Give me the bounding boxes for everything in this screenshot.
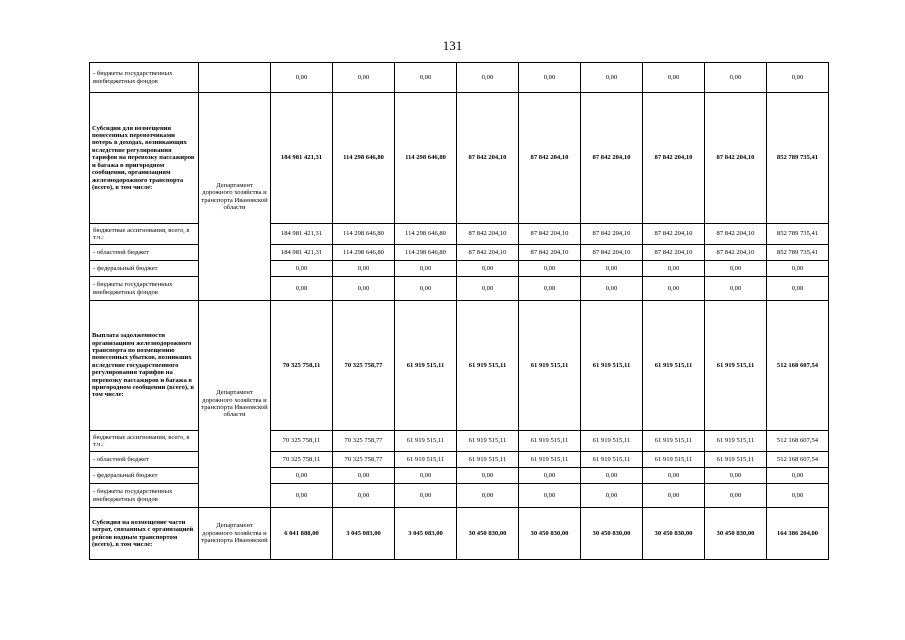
value-cell: 61 919 515,11	[581, 301, 643, 431]
value-cell: 184 981 421,31	[271, 224, 333, 245]
row-label: - федеральный бюджет	[90, 468, 199, 484]
value-cell: 87 842 204,10	[519, 245, 581, 261]
page-number: 131	[442, 38, 463, 53]
row-label: Выплата задолженности организациям железнодорожного транспорта по возмещению понесенных убытков, возникших вследствие государственного регулирования тарифов на перевозку пассажиров и багажа в пригородном сообщении (всего), в том числе:	[90, 301, 199, 431]
value-cell: 0,00	[767, 484, 829, 508]
department-cell-empty	[199, 63, 271, 93]
value-cell: 70 325 758,11	[271, 301, 333, 431]
value-cell: 0,00	[271, 261, 333, 277]
row-label: - областной бюджет	[90, 245, 199, 261]
value-cell: 114 298 646,80	[333, 224, 395, 245]
value-cell: 0,00	[705, 484, 767, 508]
value-cell: 0,00	[457, 484, 519, 508]
value-cell: 70 325 758,11	[271, 431, 333, 452]
value-cell: 61 919 515,11	[395, 301, 457, 431]
value-cell: 87 842 204,10	[457, 224, 519, 245]
value-cell: 0,00	[457, 468, 519, 484]
value-cell: 184 981 421,31	[271, 245, 333, 261]
value-cell: 61 919 515,11	[457, 452, 519, 468]
value-cell: 0,00	[395, 63, 457, 93]
value-cell: 87 842 204,10	[457, 245, 519, 261]
value-cell: 852 789 735,41	[767, 245, 829, 261]
value-cell: 0,00	[705, 261, 767, 277]
value-cell: 114 298 646,80	[395, 224, 457, 245]
value-cell: 61 919 515,11	[395, 431, 457, 452]
value-cell: 0,00	[705, 277, 767, 301]
value-cell: 0,00	[581, 63, 643, 93]
value-cell: 61 919 515,11	[519, 452, 581, 468]
value-cell: 87 842 204,10	[457, 93, 519, 224]
value-cell: 3 045 083,00	[333, 508, 395, 560]
value-cell: 512 168 607,54	[767, 301, 829, 431]
table-row	[90, 508, 829, 560]
value-cell: 61 919 515,11	[581, 431, 643, 452]
value-cell: 0,00	[333, 63, 395, 93]
value-cell: 0,00	[395, 277, 457, 301]
value-cell: 6 041 888,00	[271, 508, 333, 560]
value-cell: 30 450 830,00	[457, 508, 519, 560]
value-cell: 87 842 204,10	[643, 93, 705, 224]
value-cell: 0,00	[581, 484, 643, 508]
value-cell: 0,00	[457, 63, 519, 93]
value-cell: 70 325 758,77	[333, 452, 395, 468]
value-cell: 0,00	[643, 63, 705, 93]
value-cell: 852 789 735,41	[767, 224, 829, 245]
value-cell: 87 842 204,10	[581, 245, 643, 261]
value-cell: 0,00	[767, 63, 829, 93]
value-cell: 0,00	[271, 277, 333, 301]
department-cell: Департамент дорожного хозяйства и транспорта Ивановской	[199, 508, 271, 560]
value-cell: 0,00	[333, 484, 395, 508]
value-cell: 0,00	[519, 484, 581, 508]
value-cell: 0,00	[767, 261, 829, 277]
value-cell: 184 981 421,31	[271, 93, 333, 224]
value-cell: 61 919 515,11	[643, 301, 705, 431]
value-cell: 87 842 204,10	[705, 224, 767, 245]
value-cell: 61 919 515,11	[457, 301, 519, 431]
value-cell: 512 168 607,54	[767, 452, 829, 468]
value-cell: 0,00	[519, 63, 581, 93]
value-cell: 87 842 204,10	[581, 224, 643, 245]
value-cell: 0,00	[271, 468, 333, 484]
row-label: - бюджеты государственных внебюджетных фондов	[90, 484, 199, 508]
value-cell: 70 325 758,11	[271, 452, 333, 468]
value-cell: 0,00	[519, 277, 581, 301]
row-label: - федеральный бюджет	[90, 261, 199, 277]
row-label: бюджетные ассигнования, всего, в т.ч.:	[90, 431, 199, 452]
value-cell: 0,00	[581, 468, 643, 484]
value-cell: 0,00	[271, 63, 333, 93]
budget-table	[89, 62, 829, 560]
value-cell: 61 919 515,11	[581, 452, 643, 468]
value-cell: 87 842 204,10	[643, 224, 705, 245]
value-cell: 0,00	[767, 468, 829, 484]
value-cell: 87 842 204,10	[705, 245, 767, 261]
value-cell: 87 842 204,10	[519, 93, 581, 224]
value-cell: 0,00	[581, 277, 643, 301]
value-cell: 70 325 758,77	[333, 431, 395, 452]
value-cell: 61 919 515,11	[457, 431, 519, 452]
value-cell: 61 919 515,11	[643, 452, 705, 468]
value-cell: 0,00	[333, 468, 395, 484]
department-cell: Департамент дорожного хозяйства и транспорта Ивановской области	[199, 93, 271, 301]
value-cell: 164 386 204,00	[767, 508, 829, 560]
value-cell: 3 045 083,00	[395, 508, 457, 560]
value-cell: 0,00	[519, 261, 581, 277]
value-cell: 0,00	[705, 468, 767, 484]
value-cell: 0,00	[457, 261, 519, 277]
value-cell: 61 919 515,11	[519, 431, 581, 452]
row-label: - бюджеты государственных внебюджетных фондов	[90, 277, 199, 301]
value-cell: 87 842 204,10	[705, 93, 767, 224]
value-cell: 0,00	[395, 484, 457, 508]
table-row	[90, 301, 829, 431]
value-cell: 0,00	[333, 261, 395, 277]
value-cell: 0,00	[457, 277, 519, 301]
value-cell: 30 450 830,00	[705, 508, 767, 560]
value-cell: 0,00	[643, 261, 705, 277]
value-cell: 0,00	[519, 468, 581, 484]
value-cell: 114 298 646,80	[395, 93, 457, 224]
row-label: Субсидии для возмещения понесенных перевозчиками потерь в доходах, возникающих вследствие регулирования тарифов на перевозку пассажиров и багажа в пригородном сообщении, организациям железнодорожного транспорта (всего), в том числе:	[90, 93, 199, 224]
row-label: бюджетные ассигнования, всего, в т.ч.:	[90, 224, 199, 245]
table-row	[90, 63, 829, 93]
table-row	[90, 93, 829, 224]
value-cell: 30 450 830,00	[519, 508, 581, 560]
value-cell: 852 789 735,41	[767, 93, 829, 224]
value-cell: 114 298 646,80	[333, 245, 395, 261]
value-cell: 30 450 830,00	[643, 508, 705, 560]
value-cell: 61 919 515,11	[643, 431, 705, 452]
value-cell: 30 450 830,00	[581, 508, 643, 560]
value-cell: 61 919 515,11	[705, 452, 767, 468]
value-cell: 61 919 515,11	[705, 431, 767, 452]
row-label: - областной бюджет	[90, 452, 199, 468]
value-cell: 87 842 204,10	[581, 93, 643, 224]
value-cell: 61 919 515,11	[395, 452, 457, 468]
value-cell: 114 298 646,80	[395, 245, 457, 261]
value-cell: 0,00	[643, 468, 705, 484]
value-cell: 0,00	[643, 484, 705, 508]
value-cell: 61 919 515,11	[705, 301, 767, 431]
value-cell: 114 298 646,80	[333, 93, 395, 224]
value-cell: 0,00	[767, 277, 829, 301]
value-cell: 0,00	[581, 261, 643, 277]
value-cell: 87 842 204,10	[519, 224, 581, 245]
value-cell: 87 842 204,10	[643, 245, 705, 261]
department-cell: Департамент дорожного хозяйства и транспорта Ивановской области	[199, 301, 271, 508]
value-cell: 0,00	[643, 277, 705, 301]
value-cell: 0,00	[705, 63, 767, 93]
value-cell: 0,00	[395, 468, 457, 484]
value-cell: 0,00	[395, 261, 457, 277]
value-cell: 0,00	[271, 484, 333, 508]
value-cell: 61 919 515,11	[519, 301, 581, 431]
value-cell: 512 168 607,54	[767, 431, 829, 452]
value-cell: 70 325 758,77	[333, 301, 395, 431]
row-label: - бюджеты государственных внебюджетных фондов	[90, 63, 199, 93]
value-cell: 0,00	[333, 277, 395, 301]
table-body	[90, 63, 829, 560]
row-label: Субсидия на возмещение части затрат, связанных с организацией рейсов водным транспортом (всего), в том числе:	[90, 508, 199, 560]
